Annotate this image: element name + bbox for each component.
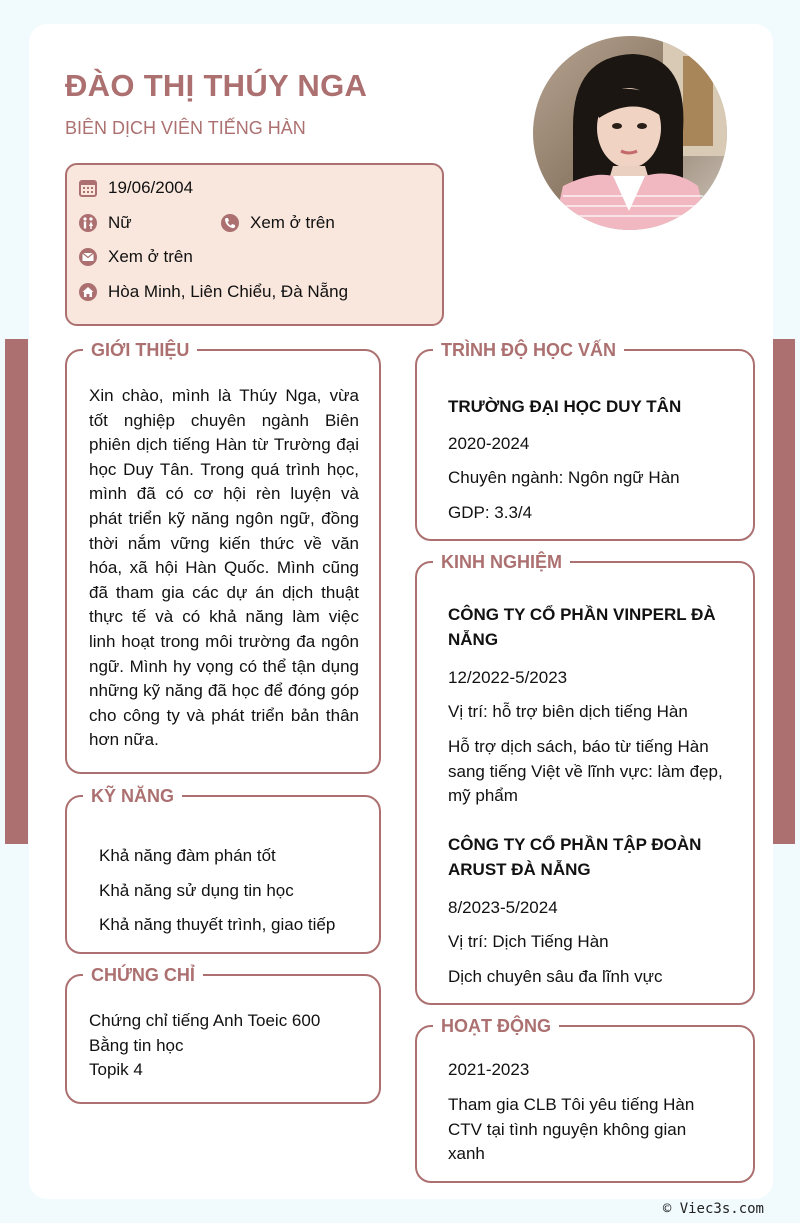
skills-title: KỸ NĂNG xyxy=(83,784,182,808)
job-position: Vị trí: hỗ trợ biên dịch tiếng Hàn xyxy=(448,702,688,721)
skills-section xyxy=(65,786,381,954)
personal-info-box xyxy=(65,163,444,326)
intro-text: Xin chào, mình là Thúy Nga, vừa tốt nghiệp chuyên ngành Biên phiên dịch tiếng Hàn từ Trường đại học Duy Tân. Trong quá trình học, mình đã có cơ hội rèn luyện và phát triển kỹ năng ngôn ngữ, đồng thời nắm vững kiến thức về văn hóa, xã hội Hàn Quốc. Mình cũng đã tham gia các dự án dịch thuật thực tế và có khả năng làm việc linh hoạt trong môi trường đa ngôn ngữ. Mình hy vọng có thể tận dụng những kỹ năng đã học để đóng góp cho công ty và phát triển bản thân hơn nữa. xyxy=(89,386,359,750)
education-years: 2020-2024 xyxy=(448,434,530,453)
certs-section xyxy=(65,965,381,1104)
education-school: TRƯỜNG ĐẠI HỌC DUY TÂN xyxy=(448,397,682,416)
activities-section xyxy=(415,1016,755,1183)
education-gpa: GDP: 3.3/4 xyxy=(448,503,533,522)
phone-icon xyxy=(219,212,241,234)
education-major: Chuyên ngành: Ngôn ngữ Hàn xyxy=(448,468,680,487)
cert-item: Bằng tin học xyxy=(89,1036,184,1055)
gender-row xyxy=(77,212,132,234)
education-section xyxy=(415,340,755,541)
job-period: 12/2022-5/2023 xyxy=(448,668,568,687)
phone-value: Xem ở trên xyxy=(250,213,335,232)
email-value: Xem ở trên xyxy=(108,247,193,266)
skill-item: Khả năng thuyết trình, giao tiếp xyxy=(99,915,336,934)
education-title: TRÌNH ĐỘ HỌC VẤN xyxy=(433,338,624,362)
job-desc: Dịch chuyên sâu đa lĩnh vực xyxy=(448,967,663,986)
intro-section xyxy=(65,340,381,774)
watermark: © Viec3s.com xyxy=(662,1201,764,1217)
birthday-row xyxy=(77,177,193,199)
right-decor-band xyxy=(772,339,795,844)
skill-item: Khả năng sử dụng tin học xyxy=(99,881,294,900)
left-decor-band xyxy=(5,339,28,844)
gender-icon xyxy=(77,212,99,234)
cert-item: Chứng chỉ tiếng Anh Toeic 600 xyxy=(89,1011,321,1030)
gender-value: Nữ xyxy=(108,213,132,232)
job-company: CÔNG TY CỔ PHẦN VINPERL ĐÀ NẴNG xyxy=(448,605,716,649)
certs-title: CHỨNG CHỈ xyxy=(83,963,203,987)
candidate-role: BIÊN DỊCH VIÊN TIẾNG HÀN xyxy=(65,118,306,138)
activities-title: HOẠT ĐỘNG xyxy=(433,1014,559,1038)
job-company: CÔNG TY CỔ PHẦN TẬP ĐOÀN ARUST ĐÀ NẴNG xyxy=(448,835,702,879)
experience-section xyxy=(415,552,755,1005)
experience-title: KINH NGHIỆM xyxy=(433,550,570,574)
cert-item: Topik 4 xyxy=(89,1060,143,1079)
candidate-name: ĐÀO THỊ THÚY NGA xyxy=(65,68,368,103)
avatar xyxy=(533,36,727,230)
birthday-value: 19/06/2004 xyxy=(108,178,194,197)
job-position: Vị trí: Dịch Tiếng Hàn xyxy=(448,932,609,951)
job-desc: Hỗ trợ dịch sách, báo từ tiếng Hàn sang tiếng Việt về lĩnh vực: làm đẹp, mỹ phẩm xyxy=(448,737,723,806)
activity-period: 2021-2023 xyxy=(448,1060,530,1079)
phone-row xyxy=(219,212,335,234)
home-icon xyxy=(77,281,99,303)
email-row xyxy=(77,246,193,268)
job-period: 8/2023-5/2024 xyxy=(448,898,558,917)
address-value: Hòa Minh, Liên Chiểu, Đà Nẵng xyxy=(108,282,349,301)
intro-title: GIỚI THIỆU xyxy=(83,338,197,362)
email-icon xyxy=(77,246,99,268)
address-row xyxy=(77,281,348,303)
skill-item: Khả năng đàm phán tốt xyxy=(99,846,276,865)
activity-desc: Tham gia CLB Tôi yêu tiếng Hàn CTV tại tình nguyện không gian xanh xyxy=(448,1095,695,1164)
calendar-icon xyxy=(77,177,99,199)
